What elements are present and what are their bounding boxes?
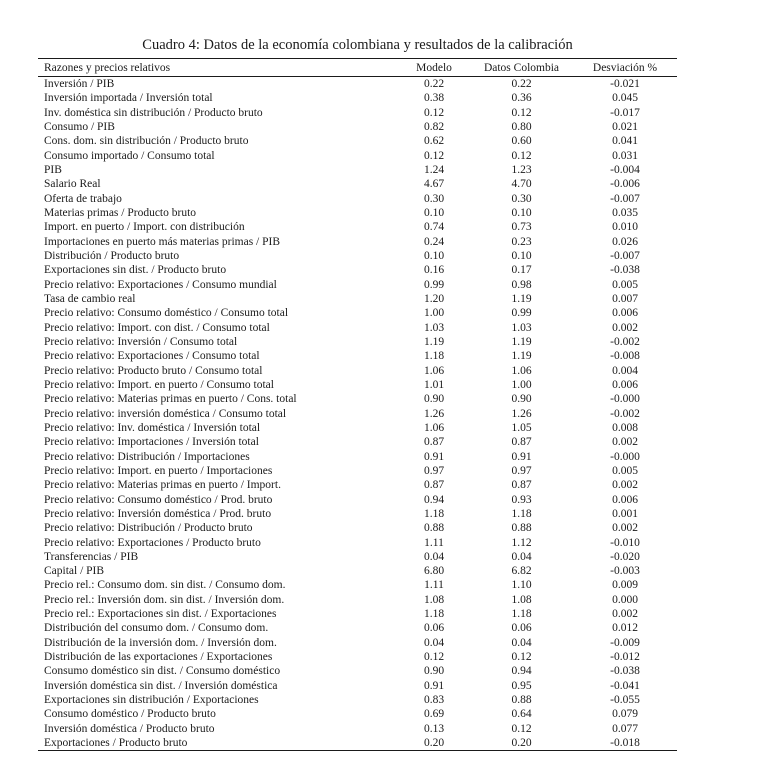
table-row bbox=[38, 278, 677, 292]
table-row bbox=[38, 392, 677, 406]
datos-colombia-value-cell: 0.12 bbox=[511, 149, 532, 162]
ratio-label-cell: Oferta de trabajo bbox=[44, 192, 122, 205]
table-row bbox=[38, 707, 677, 721]
desviacion-value-cell: -0.002 bbox=[610, 407, 640, 420]
calibration-table bbox=[38, 58, 677, 751]
modelo-value-cell: 0.82 bbox=[423, 120, 445, 133]
modelo-value-cell: 0.06 bbox=[423, 622, 445, 635]
datos-colombia-value-cell: 0.60 bbox=[511, 135, 532, 148]
modelo-value-cell: 0.90 bbox=[423, 665, 445, 678]
modelo-value-cell: 0.99 bbox=[423, 278, 445, 291]
ratio-label-cell: Importaciones en puerto más materias primas / PIB bbox=[44, 235, 281, 248]
table-row bbox=[38, 450, 677, 464]
table-header bbox=[38, 59, 677, 77]
datos-colombia-value-cell: 0.88 bbox=[511, 522, 532, 535]
desviacion-value-cell: 0.026 bbox=[612, 235, 638, 248]
desviacion-value-cell: -0.012 bbox=[610, 651, 640, 664]
datos-colombia-value-cell: 1.05 bbox=[511, 421, 532, 434]
datos-colombia-value-cell: 1.12 bbox=[511, 536, 532, 549]
desviacion-value-cell: -0.055 bbox=[610, 694, 640, 707]
ratio-label-cell: Precio relativo: Distribución / Importaciones bbox=[44, 450, 250, 463]
ratio-label-cell: Transferencias / PIB bbox=[44, 550, 139, 563]
desviacion-value-cell: -0.038 bbox=[610, 264, 640, 277]
datos-colombia-value-cell: 0.23 bbox=[511, 235, 532, 248]
modelo-value-cell: 0.94 bbox=[423, 493, 445, 506]
table-row bbox=[38, 464, 677, 478]
modelo-value-cell: 1.11 bbox=[424, 536, 444, 549]
desviacion-value-cell: 0.045 bbox=[612, 92, 638, 105]
modelo-value-cell: 1.18 bbox=[423, 608, 445, 621]
modelo-value-cell: 0.04 bbox=[423, 636, 445, 649]
ratio-label-cell: PIB bbox=[44, 163, 62, 176]
table-row bbox=[38, 364, 677, 378]
desviacion-value-cell: -0.021 bbox=[610, 78, 640, 90]
table-row bbox=[38, 177, 677, 191]
ratio-label-cell: Consumo importado / Consumo total bbox=[44, 149, 215, 162]
table-row bbox=[38, 349, 677, 363]
table-row bbox=[38, 321, 677, 335]
desviacion-value-cell: 0.002 bbox=[612, 321, 638, 334]
modelo-value-cell: 0.90 bbox=[423, 393, 445, 406]
ratio-label-cell: Precio relativo: Exportaciones / Producto bruto bbox=[44, 536, 261, 549]
modelo-value-cell: 0.04 bbox=[423, 550, 445, 563]
modelo-value-cell: 0.69 bbox=[423, 708, 445, 721]
datos-colombia-value-cell: 1.23 bbox=[511, 163, 532, 176]
ratio-label-cell: Precio relativo: Inv. doméstica / Inversión total bbox=[44, 421, 261, 434]
desviacion-value-cell: 0.031 bbox=[612, 149, 638, 162]
ratio-label-cell: Capital / PIB bbox=[44, 565, 105, 578]
desviacion-value-cell: -0.003 bbox=[610, 565, 640, 578]
datos-colombia-value-cell: 0.36 bbox=[511, 92, 532, 105]
ratio-label-cell: Consumo / PIB bbox=[44, 120, 115, 133]
datos-colombia-value-cell: 0.22 bbox=[511, 78, 532, 90]
ratio-label-cell: Precio relativo: Producto bruto / Consumo total bbox=[44, 364, 263, 377]
table-row bbox=[38, 693, 677, 707]
ratio-label-cell: Inv. doméstica sin distribución / Producto bruto bbox=[44, 106, 263, 119]
modelo-value-cell: 0.12 bbox=[423, 106, 445, 119]
desviacion-value-cell: -0.009 bbox=[610, 636, 640, 649]
ratio-label-cell: Precio relativo: inversión doméstica / Consumo total bbox=[44, 407, 287, 420]
desviacion-value-cell: 0.005 bbox=[612, 278, 638, 291]
desviacion-value-cell: -0.038 bbox=[610, 665, 640, 678]
datos-colombia-value-cell: 0.91 bbox=[511, 450, 532, 463]
ratio-label-cell: Tasa de cambio real bbox=[44, 292, 136, 305]
table-caption: Cuadro 4: Datos de la economía colombiana y resultados de la calibración bbox=[142, 37, 573, 53]
datos-colombia-value-cell: 0.87 bbox=[511, 436, 532, 449]
modelo-value-cell: 0.20 bbox=[423, 737, 445, 750]
modelo-value-cell: 1.00 bbox=[423, 307, 445, 320]
modelo-value-cell: 1.06 bbox=[423, 421, 445, 434]
modelo-value-cell: 0.10 bbox=[423, 249, 445, 262]
datos-colombia-value-cell: 0.99 bbox=[511, 307, 532, 320]
table-row bbox=[38, 235, 677, 249]
table-row bbox=[38, 149, 677, 163]
desviacion-value-cell: 0.002 bbox=[612, 436, 638, 449]
table-row bbox=[38, 407, 677, 421]
modelo-value-cell: 0.13 bbox=[423, 722, 445, 735]
datos-colombia-value-cell: 1.19 bbox=[511, 292, 532, 305]
table-row bbox=[38, 77, 677, 92]
table-row bbox=[38, 220, 677, 234]
table-row bbox=[38, 206, 677, 220]
desviacion-value-cell: 0.021 bbox=[612, 120, 638, 133]
desviacion-value-cell: 0.001 bbox=[612, 507, 638, 520]
datos-colombia-value-cell: 1.00 bbox=[511, 378, 532, 391]
ratio-label-cell: Inversión / PIB bbox=[44, 78, 115, 90]
ratio-label-cell: Distribución del consumo dom. / Consumo dom. bbox=[44, 622, 269, 635]
table-row bbox=[38, 564, 677, 578]
modelo-value-cell: 0.87 bbox=[423, 479, 445, 492]
datos-colombia-value-cell: 0.04 bbox=[511, 550, 532, 563]
datos-colombia-value-cell: 0.30 bbox=[511, 192, 532, 205]
modelo-value-cell: 0.62 bbox=[423, 135, 445, 148]
desviacion-value-cell: 0.000 bbox=[612, 593, 638, 606]
table-row bbox=[38, 593, 677, 607]
table-row bbox=[38, 120, 677, 134]
column-header-razones: Razones y precios relativos bbox=[38, 59, 398, 77]
datos-colombia-value-cell: 1.06 bbox=[511, 364, 532, 377]
desviacion-value-cell: 0.010 bbox=[612, 221, 638, 234]
desviacion-value-cell: 0.006 bbox=[612, 493, 638, 506]
datos-colombia-value-cell: 1.10 bbox=[511, 579, 532, 592]
modelo-value-cell: 1.11 bbox=[424, 579, 444, 592]
datos-colombia-value-cell: 4.70 bbox=[511, 178, 532, 191]
modelo-value-cell: 1.01 bbox=[423, 378, 445, 391]
desviacion-value-cell: 0.041 bbox=[612, 135, 638, 148]
table-row bbox=[38, 636, 677, 650]
desviacion-value-cell: 0.002 bbox=[612, 479, 638, 492]
modelo-value-cell: 0.87 bbox=[423, 436, 445, 449]
desviacion-value-cell: -0.002 bbox=[610, 335, 640, 348]
desviacion-value-cell: 0.079 bbox=[612, 708, 638, 721]
ratio-label-cell: Distribución / Producto bruto bbox=[44, 249, 180, 262]
ratio-label-cell: Precio relativo: Inversión / Consumo total bbox=[44, 335, 238, 348]
datos-colombia-value-cell: 0.12 bbox=[511, 651, 532, 664]
table-row bbox=[38, 134, 677, 148]
ratio-label-cell: Precio relativo: Importaciones / Inversión total bbox=[44, 436, 259, 449]
datos-colombia-value-cell: 0.04 bbox=[511, 636, 532, 649]
table-row bbox=[38, 249, 677, 263]
ratio-label-cell: Consumo doméstico / Producto bruto bbox=[44, 708, 216, 721]
modelo-value-cell: 1.24 bbox=[423, 163, 445, 176]
datos-colombia-value-cell: 0.80 bbox=[511, 120, 532, 133]
datos-colombia-value-cell: 0.10 bbox=[511, 206, 532, 219]
modelo-value-cell: 1.26 bbox=[423, 407, 445, 420]
ratio-label-cell: Precio relativo: Materias primas en puerto / Cons. total bbox=[44, 393, 297, 406]
datos-colombia-value-cell: 0.87 bbox=[511, 479, 532, 492]
modelo-value-cell: 0.74 bbox=[423, 221, 445, 234]
table-row bbox=[38, 335, 677, 349]
table-row bbox=[38, 493, 677, 507]
ratio-label-cell: Consumo doméstico sin dist. / Consumo doméstico bbox=[44, 665, 281, 678]
ratio-label-cell: Precio relativo: Distribución / Producto bruto bbox=[44, 522, 253, 535]
desviacion-value-cell: 0.008 bbox=[612, 421, 638, 434]
table-container bbox=[38, 36, 677, 751]
table-row bbox=[38, 722, 677, 736]
table-row bbox=[38, 192, 677, 206]
ratio-label-cell: Precio relativo: Exportaciones / Consumo mundial bbox=[44, 278, 277, 291]
desviacion-value-cell: 0.006 bbox=[612, 307, 638, 320]
desviacion-value-cell: 0.006 bbox=[612, 378, 638, 391]
ratio-label-cell: Cons. dom. sin distribución / Producto bruto bbox=[44, 135, 249, 148]
table-row bbox=[38, 607, 677, 621]
ratio-label-cell: Precio rel.: Inversión dom. sin dist. / Inversión dom. bbox=[44, 593, 285, 606]
desviacion-value-cell: 0.002 bbox=[612, 522, 638, 535]
modelo-value-cell: 0.91 bbox=[423, 679, 445, 692]
table-body bbox=[38, 77, 677, 751]
desviacion-value-cell: 0.005 bbox=[612, 464, 638, 477]
modelo-value-cell: 0.30 bbox=[423, 192, 445, 205]
ratio-label-cell: Distribución de las exportaciones / Exportaciones bbox=[44, 651, 273, 664]
modelo-value-cell: 0.10 bbox=[423, 206, 445, 219]
ratio-label-cell: Inversión doméstica sin dist. / Inversión doméstica bbox=[44, 679, 278, 692]
ratio-label-cell: Precio relativo: Consumo doméstico / Consumo total bbox=[44, 307, 289, 320]
datos-colombia-value-cell: 1.26 bbox=[511, 407, 532, 420]
column-header-datos-colombia: Datos Colombia bbox=[470, 59, 573, 77]
desviacion-value-cell: 0.035 bbox=[612, 206, 638, 219]
desviacion-value-cell: 0.012 bbox=[612, 622, 638, 635]
desviacion-value-cell: -0.017 bbox=[610, 106, 640, 119]
ratio-label-cell: Precio relativo: Inversión doméstica / Prod. bruto bbox=[44, 507, 272, 520]
datos-colombia-value-cell: 0.94 bbox=[511, 665, 532, 678]
desviacion-value-cell: -0.004 bbox=[610, 163, 640, 176]
ratio-label-cell: Distribución de la inversión dom. / Inversión dom. bbox=[44, 636, 277, 649]
ratio-label-cell: Import. en puerto / Import. con distribución bbox=[44, 221, 245, 234]
ratio-label-cell: Precio relativo: Materias primas en puerto / Import. bbox=[44, 479, 281, 492]
table-row bbox=[38, 650, 677, 664]
datos-colombia-value-cell: 0.93 bbox=[511, 493, 532, 506]
desviacion-value-cell: -0.008 bbox=[610, 350, 640, 363]
ratio-label-cell: Inversión doméstica / Producto bruto bbox=[44, 722, 215, 735]
column-header-modelo: Modelo bbox=[398, 59, 470, 77]
desviacion-value-cell: -0.000 bbox=[610, 450, 640, 463]
table-row bbox=[38, 435, 677, 449]
table-row bbox=[38, 292, 677, 306]
datos-colombia-value-cell: 0.20 bbox=[511, 737, 532, 750]
table-row bbox=[38, 478, 677, 492]
modelo-value-cell: 0.91 bbox=[423, 450, 445, 463]
table-row bbox=[38, 578, 677, 592]
header-row bbox=[38, 59, 677, 77]
table-row bbox=[38, 91, 677, 105]
ratio-label-cell: Exportaciones / Producto bruto bbox=[44, 737, 188, 750]
datos-colombia-value-cell: 0.12 bbox=[511, 722, 532, 735]
table-row bbox=[38, 306, 677, 320]
datos-colombia-value-cell: 1.03 bbox=[511, 321, 532, 334]
modelo-value-cell: 0.24 bbox=[423, 235, 445, 248]
modelo-value-cell: 1.03 bbox=[423, 321, 445, 334]
ratio-label-cell: Exportaciones sin distribución / Exportaciones bbox=[44, 694, 259, 707]
modelo-value-cell: 1.18 bbox=[423, 507, 445, 520]
datos-colombia-value-cell: 0.12 bbox=[511, 106, 532, 119]
modelo-value-cell: 0.12 bbox=[423, 651, 445, 664]
table-row bbox=[38, 421, 677, 435]
datos-colombia-value-cell: 0.06 bbox=[511, 622, 532, 635]
modelo-value-cell: 1.19 bbox=[423, 335, 445, 348]
table-row bbox=[38, 679, 677, 693]
table-row bbox=[38, 736, 677, 751]
desviacion-value-cell: -0.020 bbox=[610, 550, 640, 563]
desviacion-value-cell: -0.007 bbox=[610, 249, 640, 262]
table-row bbox=[38, 621, 677, 635]
desviacion-value-cell: -0.000 bbox=[610, 393, 640, 406]
desviacion-value-cell: -0.007 bbox=[610, 192, 640, 205]
datos-colombia-value-cell: 0.73 bbox=[511, 221, 532, 234]
modelo-value-cell: 0.16 bbox=[423, 264, 445, 277]
ratio-label-cell: Inversión importada / Inversión total bbox=[44, 92, 213, 105]
modelo-value-cell: 1.08 bbox=[423, 593, 445, 606]
datos-colombia-value-cell: 1.18 bbox=[511, 507, 532, 520]
desviacion-value-cell: -0.010 bbox=[610, 536, 640, 549]
modelo-value-cell: 1.18 bbox=[423, 350, 445, 363]
datos-colombia-value-cell: 1.08 bbox=[511, 593, 532, 606]
desviacion-value-cell: -0.018 bbox=[610, 737, 640, 750]
desviacion-value-cell: -0.006 bbox=[610, 178, 640, 191]
datos-colombia-value-cell: 1.19 bbox=[511, 335, 532, 348]
table-row bbox=[38, 536, 677, 550]
datos-colombia-value-cell: 0.97 bbox=[511, 464, 532, 477]
datos-colombia-value-cell: 0.90 bbox=[511, 393, 532, 406]
modelo-value-cell: 0.38 bbox=[423, 92, 445, 105]
modelo-value-cell: 0.97 bbox=[423, 464, 445, 477]
modelo-value-cell: 6.80 bbox=[423, 565, 445, 578]
modelo-value-cell: 0.83 bbox=[423, 694, 445, 707]
table-row bbox=[38, 163, 677, 177]
ratio-label-cell: Precio relativo: Import. con dist. / Consumo total bbox=[44, 321, 270, 334]
datos-colombia-value-cell: 0.10 bbox=[511, 249, 532, 262]
ratio-label-cell: Precio rel.: Consumo dom. sin dist. / Consumo dom. bbox=[44, 579, 286, 592]
modelo-value-cell: 1.20 bbox=[423, 292, 445, 305]
modelo-value-cell: 1.06 bbox=[423, 364, 445, 377]
modelo-value-cell: 0.88 bbox=[423, 522, 445, 535]
datos-colombia-value-cell: 0.64 bbox=[511, 708, 532, 721]
ratio-label-cell: Precio relativo: Import. en puerto / Consumo total bbox=[44, 378, 274, 391]
ratio-label-cell: Materias primas / Producto bruto bbox=[44, 206, 197, 219]
desviacion-value-cell: 0.007 bbox=[612, 292, 638, 305]
ratio-label-cell: Salario Real bbox=[44, 178, 101, 191]
datos-colombia-value-cell: 0.95 bbox=[511, 679, 532, 692]
column-header-desviacion: Desviación % bbox=[573, 59, 677, 77]
modelo-value-cell: 4.67 bbox=[423, 178, 445, 191]
table-row bbox=[38, 378, 677, 392]
datos-colombia-value-cell: 0.98 bbox=[511, 278, 532, 291]
ratio-label-cell: Precio relativo: Import. en puerto / Importaciones bbox=[44, 464, 273, 477]
ratio-label-cell: Exportaciones sin dist. / Producto bruto bbox=[44, 264, 227, 277]
desviacion-value-cell: 0.004 bbox=[612, 364, 638, 377]
table-row bbox=[38, 507, 677, 521]
modelo-value-cell: 0.12 bbox=[423, 149, 445, 162]
table-row bbox=[38, 263, 677, 277]
datos-colombia-value-cell: 6.82 bbox=[511, 565, 532, 578]
table-row bbox=[38, 664, 677, 678]
table-row bbox=[38, 521, 677, 535]
datos-colombia-value-cell: 0.17 bbox=[511, 264, 532, 277]
datos-colombia-value-cell: 0.88 bbox=[511, 694, 532, 707]
desviacion-value-cell: -0.041 bbox=[610, 679, 640, 692]
ratio-label-cell: Precio rel.: Exportaciones sin dist. / Exportaciones bbox=[44, 608, 277, 621]
ratio-label-cell: Precio relativo: Consumo doméstico / Prod. bruto bbox=[44, 493, 273, 506]
table-row bbox=[38, 106, 677, 120]
datos-colombia-value-cell: 1.19 bbox=[511, 350, 532, 363]
table-row bbox=[38, 550, 677, 564]
desviacion-value-cell: 0.077 bbox=[612, 722, 638, 735]
datos-colombia-value-cell: 1.18 bbox=[511, 608, 532, 621]
modelo-value-cell: 0.22 bbox=[423, 78, 445, 90]
ratio-label-cell: Precio relativo: Exportaciones / Consumo total bbox=[44, 350, 260, 363]
desviacion-value-cell: 0.002 bbox=[612, 608, 638, 621]
desviacion-value-cell: 0.009 bbox=[612, 579, 638, 592]
